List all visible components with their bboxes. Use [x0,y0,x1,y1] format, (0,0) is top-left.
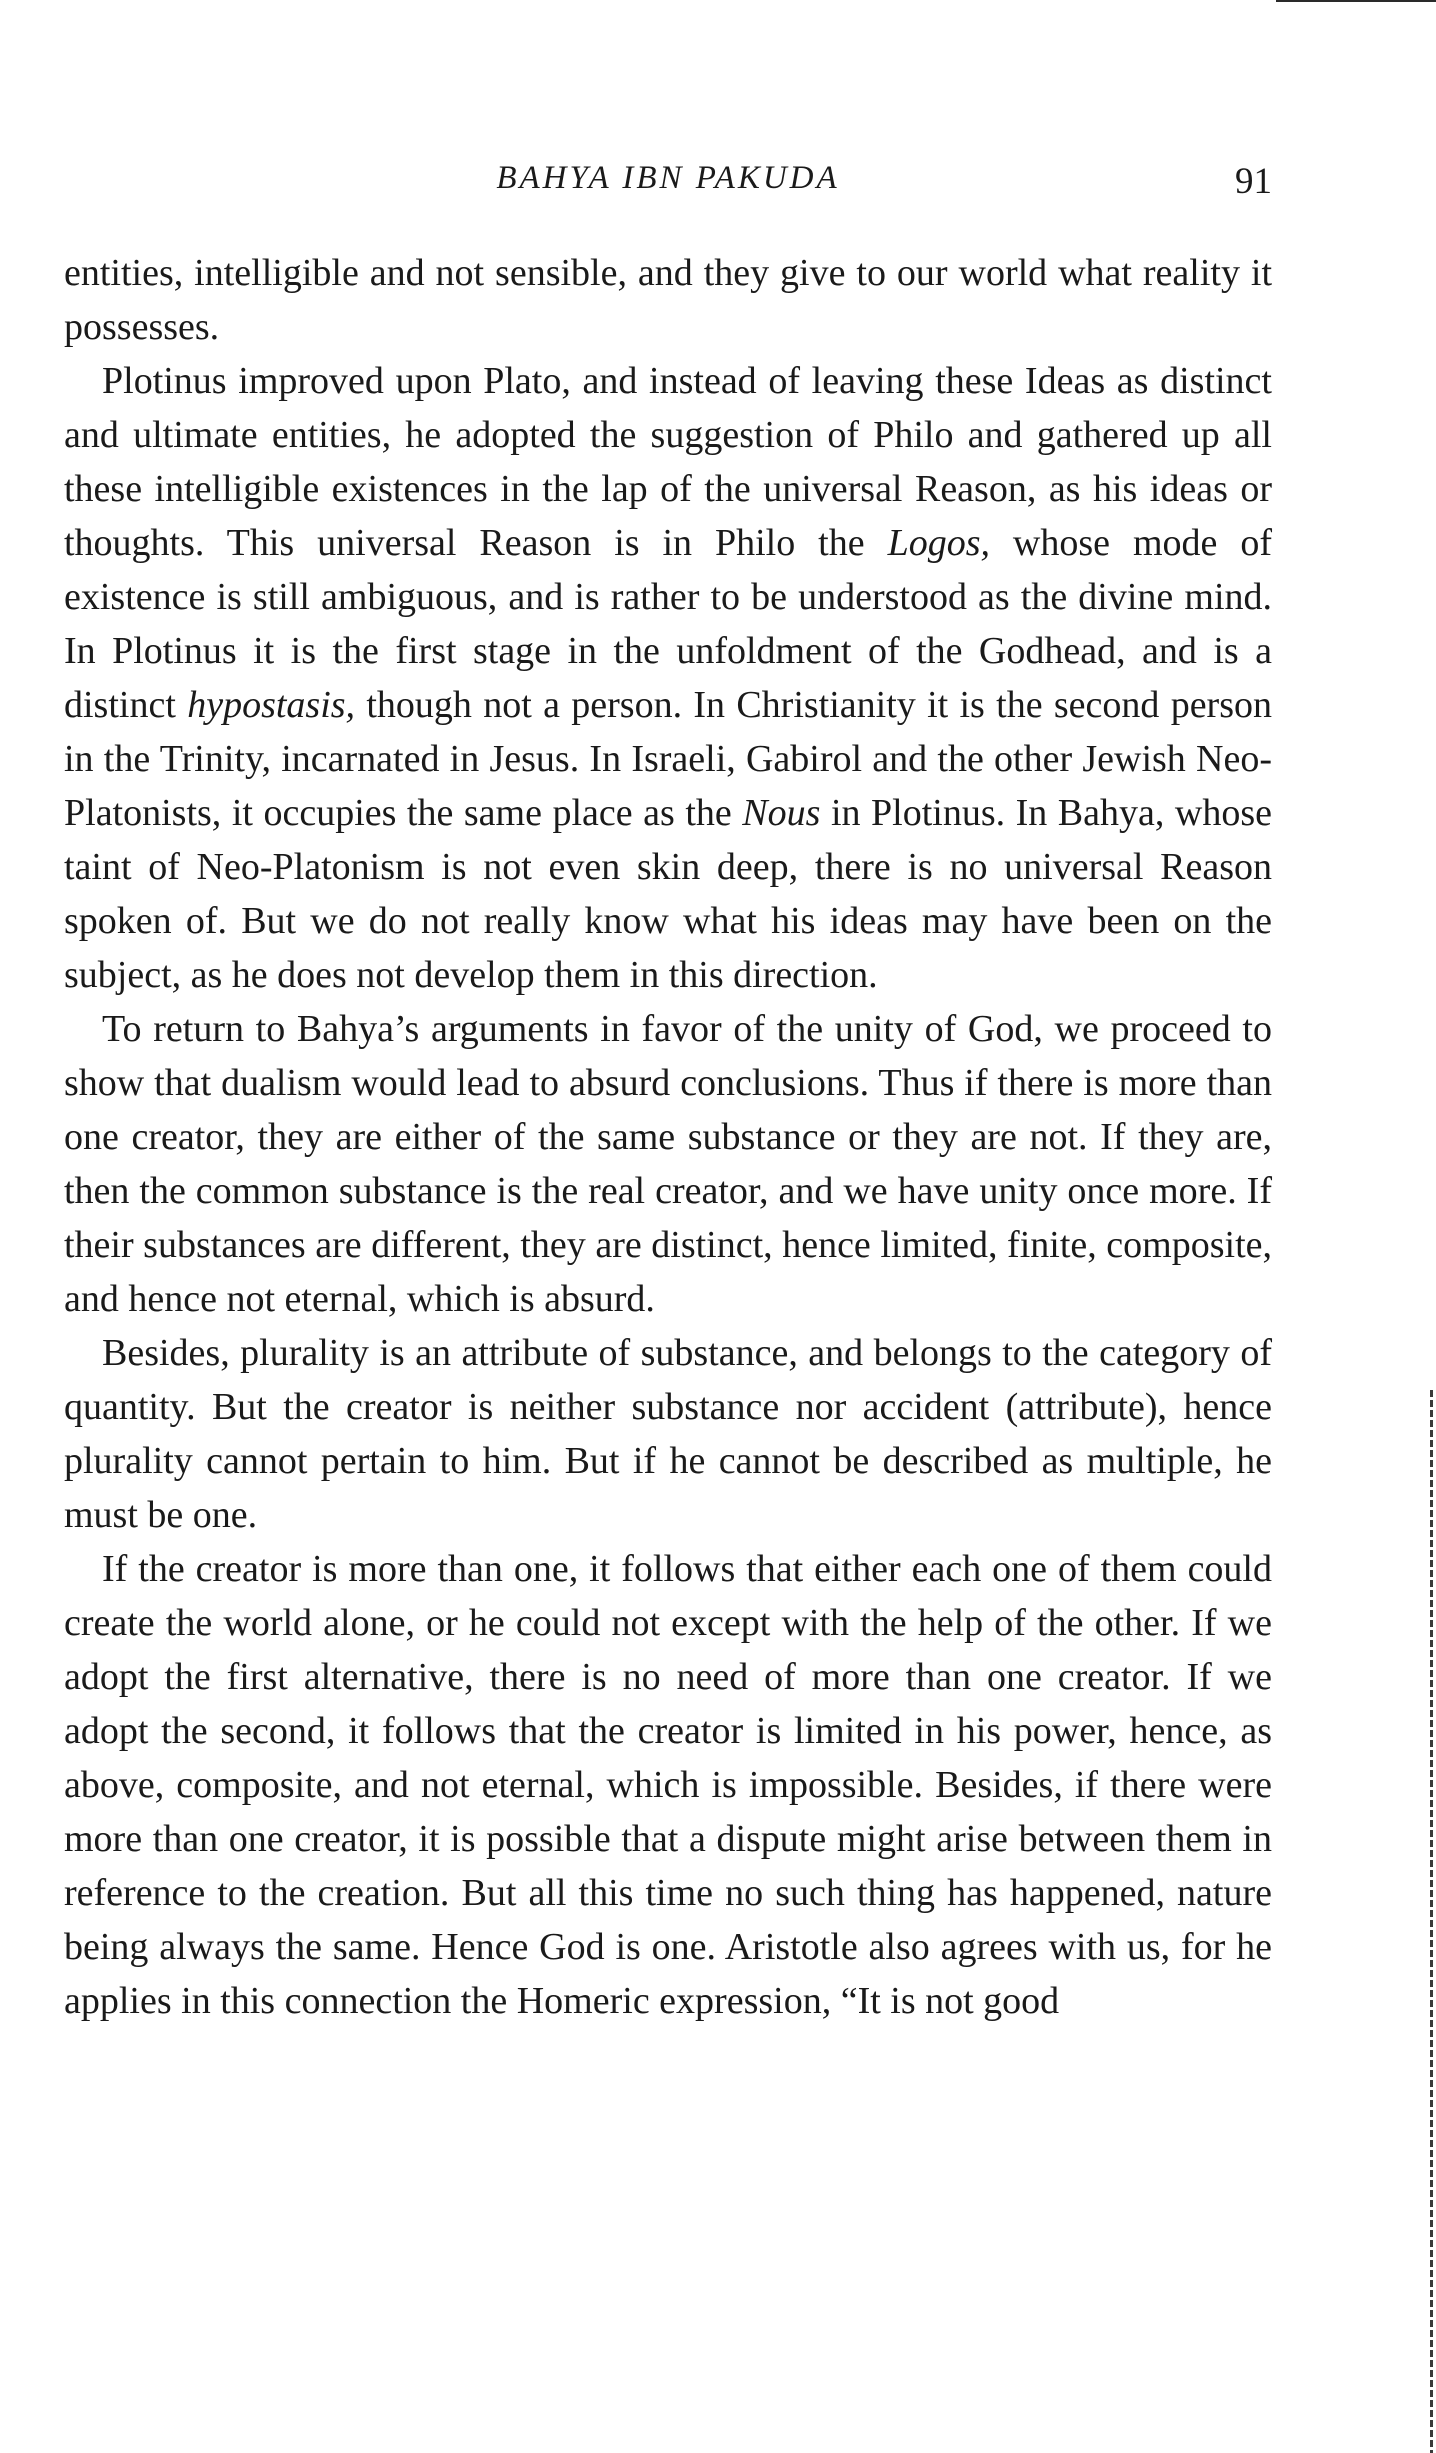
paragraph-5: If the creator is more than one, it follows that either each one of them could create the world alone, or he could not except with the help of the other. If we adopt the first alternative, there is no need of more than one creator. If we adopt the second, it follows that the creator is limited in his power, hence, as above, composite, and not eternal, which is impossible. Besides, if there were more than one creator, it is possible that a dispute might arise between them in reference to the creation. But all this time no such thing has happened, nature being always the same. Hence God is one. Aristotle also agrees with us, for he applies in this connection the Homeric expression, “It is not good [64,1548,1272,2022]
term-hypostasis: hypostasis, [187,684,356,726]
term-nous: Nous [742,792,821,834]
page-edge-right-rule [1430,1390,1433,2453]
paragraph-3: To return to Bahya’s arguments in favor of the unity of God, we proceed to show that dualism would lead to absurd conclusions. Thus if there is more than one creator, they are either of the same substance or they are not. If they are, then the common substance is the real creator, and we have unity once more. If their substances are different, they are distinct, hence limited, finite, composite, and hence not eternal, which is absurd. [64,1008,1272,1320]
page-number: 91 [1235,161,1272,202]
term-logos: Logos, [887,522,990,564]
paragraph-2-text-c: though not a person. In Christianity it is the second person in the Trinity, incarnated in Jesus. In Israeli, Gabirol and the other Jewish Neo-Platonists, it occupies the same place as the [64,684,1273,834]
paragraph-2-text-d: in Plotinus. In Bahya, whose taint of Neo-Platonism is not even skin deep, there is no universal Reason spoken of. But we do not really know what his ideas may have been on the subject, as he does not develop them in this direction. [64,792,1273,996]
paragraph-4: Besides, plurality is an attribute of substance, and belongs to the category of quantity. But the creator is neither substance nor accident (attribute), hence plurality cannot pertain to him. But if he cannot be described as multiple, he must be one. [64,1332,1272,1536]
running-title: BAHYA IBN PAKUDA [496,160,840,196]
book-page [64,160,1272,2028]
paragraph-2-text-a: Plotinus improved upon Plato, and instead of leaving these Ideas as distinct and ultimate entities, he adopted the suggestion of Philo and gathered up all these intelligible existences in the lap of the universal Reason, as his ideas or thoughts. This universal Reason is in Philo the [64,360,1272,564]
paragraph-2 [64,354,1272,1002]
paragraph-2-text-b: whose mode of existence is still ambiguous, and is rather to be understood as the divine mind. In Plotinus it is the first stage in the unfoldment of the Godhead, and is a distinct [64,522,1272,726]
body-text [64,246,1272,2028]
paragraph-1: entities, intelligible and not sensible, and they give to our world what reality it possesses. [64,252,1272,348]
running-head [64,160,1272,210]
page-edge-top-rule [1276,0,1436,2]
